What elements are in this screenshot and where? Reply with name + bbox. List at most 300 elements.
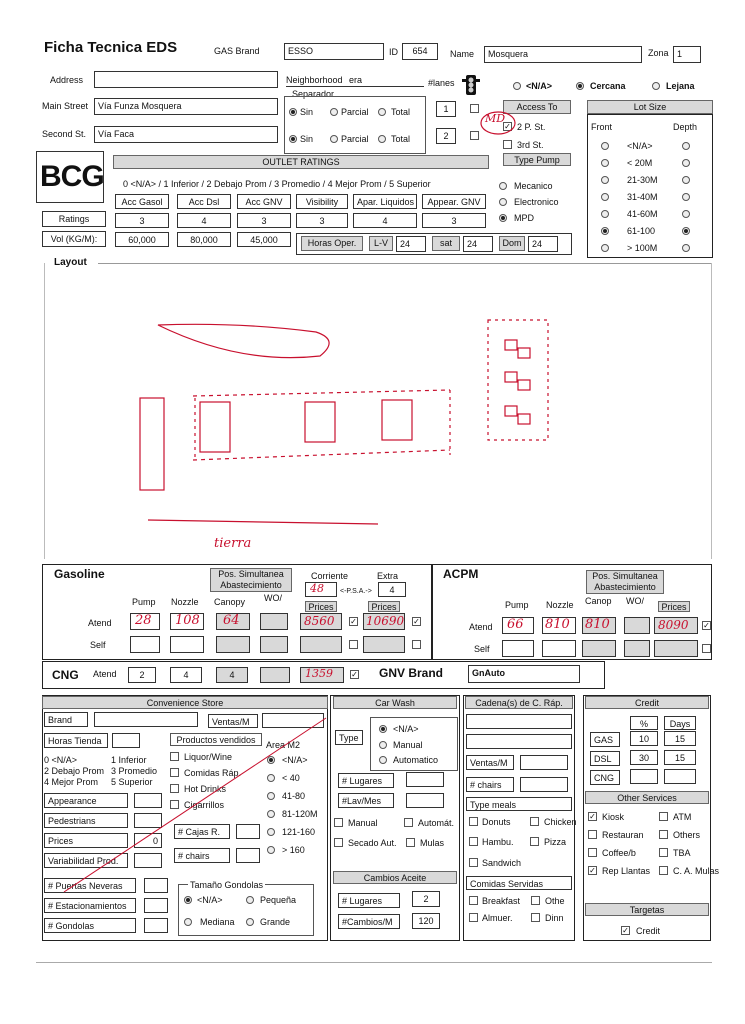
lot-front-radio-6[interactable] bbox=[601, 244, 609, 252]
extra-field[interactable]: 4 bbox=[378, 582, 406, 597]
tamano-mediana-label: Mediana bbox=[200, 917, 235, 927]
lot-depth-label: Depth bbox=[673, 122, 698, 132]
name-field[interactable]: Mosquera bbox=[484, 46, 642, 63]
store-strike-line bbox=[60, 716, 330, 896]
store-scale-1: 1 Inferior bbox=[111, 755, 147, 765]
gnv-brand-field[interactable]: GnAuto bbox=[468, 665, 580, 683]
rating-col-3: Visibility bbox=[296, 194, 348, 209]
store-scale-4: 4 Mejor Prom bbox=[44, 777, 99, 787]
acpm-nozzle-value: 810 bbox=[545, 617, 570, 632]
lanes1-field[interactable]: 1 bbox=[436, 101, 456, 117]
loc-cercana-radio[interactable] bbox=[576, 82, 584, 90]
carwash-type-label: Type bbox=[335, 730, 363, 745]
service-label-1: ATM bbox=[673, 812, 692, 822]
lanes-label: #lanes bbox=[428, 78, 455, 88]
service-check-5[interactable] bbox=[659, 848, 668, 857]
cambios-m-field[interactable]: 120 bbox=[412, 913, 440, 929]
cadena-header: Cadena(s) de C. Ráp. bbox=[465, 696, 573, 709]
credit-cng-days[interactable] bbox=[664, 769, 696, 784]
pump-mpd-radio[interactable] bbox=[499, 214, 507, 222]
acpm-prices-header: Prices bbox=[658, 601, 690, 612]
credit-header: Credit bbox=[585, 696, 709, 709]
second-st-label: Second St. bbox=[42, 129, 87, 139]
loc-cercana-label: Cercana bbox=[590, 81, 626, 91]
gas-pump-field[interactable] bbox=[130, 613, 160, 630]
gas-price1-field[interactable] bbox=[300, 613, 342, 630]
dom-label: Dom bbox=[499, 236, 525, 251]
sep1-parcial-radio[interactable] bbox=[330, 108, 338, 116]
access-3rd-label: 3rd St. bbox=[517, 140, 544, 150]
lot-size-label-2: 21-30M bbox=[627, 175, 658, 185]
served-almuer-check[interactable] bbox=[469, 913, 478, 922]
second-st-field[interactable]: Vía Faca bbox=[94, 126, 278, 143]
lot-front-radio-2[interactable] bbox=[601, 176, 609, 184]
store-header: Convenience Store bbox=[42, 696, 328, 709]
lv-label: L-V bbox=[369, 236, 393, 251]
cng-field-2[interactable]: 4 bbox=[170, 667, 202, 683]
service-label-3: Others bbox=[673, 830, 701, 840]
area-label-4: 121-160 bbox=[282, 827, 316, 837]
carwash-manual-check[interactable] bbox=[334, 818, 343, 827]
layout-note: tierra bbox=[214, 536, 252, 551]
productos-header: Productos vendidos bbox=[170, 733, 262, 746]
rating-value-5[interactable]: 3 bbox=[422, 213, 486, 228]
meal-donuts-check[interactable] bbox=[469, 817, 478, 826]
credit-dsl-pct[interactable]: 30 bbox=[630, 750, 658, 765]
carwash-na-radio[interactable] bbox=[379, 725, 387, 733]
acpm-self-nozzle[interactable] bbox=[542, 640, 576, 657]
rating-col-5: Appear. GNV bbox=[422, 194, 486, 209]
vol-value-2[interactable]: 45,000 bbox=[237, 232, 291, 247]
rating-value-4[interactable]: 4 bbox=[353, 213, 417, 228]
carwash-mulas-check[interactable] bbox=[406, 838, 415, 847]
gas-canopy-value: 64 bbox=[223, 613, 240, 628]
acpm-nozzle-col: Nozzle bbox=[546, 600, 574, 610]
acpm-pos-sim-header: Pos. Simultanea Abastecimiento bbox=[586, 570, 664, 594]
served-other-check[interactable] bbox=[531, 896, 540, 905]
pump-electronico-radio[interactable] bbox=[499, 198, 507, 206]
acpm-atend-label: Atend bbox=[469, 622, 493, 632]
type-meals-label: Type meals bbox=[466, 797, 572, 811]
ratings-label: Ratings bbox=[42, 211, 106, 227]
gas-nozzle-col: Nozzle bbox=[171, 597, 199, 607]
credit-gas-pct[interactable]: 10 bbox=[630, 731, 658, 746]
cadena-field-1[interactable] bbox=[466, 714, 572, 729]
store-scale-3: 3 Promedio bbox=[111, 766, 158, 776]
lot-front-radio-0[interactable] bbox=[601, 142, 609, 150]
cng-title: CNG bbox=[52, 668, 79, 682]
rating-value-0[interactable]: 3 bbox=[115, 213, 169, 228]
meal-pizza-label: Pizza bbox=[544, 837, 567, 847]
lot-size-label-5: 61-100 bbox=[627, 226, 656, 236]
id-field[interactable]: 654 bbox=[402, 43, 438, 60]
carwash-secado-check[interactable] bbox=[334, 838, 343, 847]
area-label-5: > 160 bbox=[282, 845, 305, 855]
meal-pizza-check[interactable] bbox=[530, 837, 539, 846]
gas-price2-checkbox[interactable]: ✓ bbox=[413, 617, 420, 626]
gas-price2-field[interactable] bbox=[363, 613, 405, 630]
footer-rule bbox=[36, 962, 712, 963]
gas-price2-value: 10690 bbox=[366, 614, 405, 628]
lot-front-radio-5[interactable] bbox=[601, 227, 609, 235]
served-almuer-label: Almuer. bbox=[482, 913, 513, 923]
lot-front-radio-1[interactable] bbox=[601, 159, 609, 167]
main-street-field[interactable]: Vía Funza Mosquera bbox=[94, 98, 278, 115]
sep2-parcial-radio[interactable] bbox=[330, 135, 338, 143]
gas-canopy-field[interactable] bbox=[216, 613, 250, 630]
service-label-2: Restauran bbox=[602, 830, 644, 840]
acpm-self-price[interactable] bbox=[654, 640, 698, 657]
neighborhood-label: Neighborhood bbox=[286, 75, 343, 85]
loc-lejana-radio[interactable] bbox=[652, 82, 660, 90]
carwash-autom-check[interactable] bbox=[404, 818, 413, 827]
sep2-sin-radio[interactable] bbox=[289, 135, 297, 143]
credit-dsl-label: DSL bbox=[590, 751, 620, 766]
service-check-3[interactable] bbox=[659, 830, 668, 839]
name-label: Name bbox=[450, 49, 475, 59]
rating-col-2: Acc GNV bbox=[237, 194, 291, 209]
credit-days-header: Days bbox=[664, 716, 696, 730]
carwash-na-label: <N/A> bbox=[393, 724, 419, 734]
store-bottom-label-2: # Gondolas bbox=[44, 918, 136, 933]
carwash-manual-radio[interactable] bbox=[379, 741, 387, 749]
area-label-1: < 40 bbox=[282, 773, 300, 783]
rating-col-1: Acc Dsl bbox=[177, 194, 231, 209]
cambios-lugares-field[interactable]: 2 bbox=[412, 891, 440, 907]
area-label-2: 41-80 bbox=[282, 791, 306, 801]
acpm-wo-field[interactable] bbox=[624, 617, 650, 634]
loc-na-radio[interactable] bbox=[513, 82, 521, 90]
gas-brand-label: GAS Brand bbox=[214, 46, 260, 56]
meal-chicken-label: Chicken bbox=[544, 817, 577, 827]
acpm-wo-col: WO/ bbox=[626, 596, 644, 606]
gas-pump-col: Pump bbox=[132, 597, 156, 607]
separador-group bbox=[284, 96, 426, 154]
layout-left-rule bbox=[44, 263, 45, 559]
lot-front-radio-4[interactable] bbox=[601, 210, 609, 218]
prod-label-0: Liquor/Wine bbox=[184, 752, 233, 762]
cng-price-value: 1359 bbox=[305, 667, 333, 680]
gas-prices-header: Prices bbox=[305, 601, 337, 612]
carwash-lugares-label: # Lugares bbox=[338, 773, 394, 788]
carwash-lav-field[interactable] bbox=[406, 793, 444, 808]
gas-self-wo[interactable] bbox=[260, 636, 288, 653]
sep2-total-radio[interactable] bbox=[378, 135, 386, 143]
area-label-0: <N/A> bbox=[282, 755, 308, 765]
credit-dsl-days[interactable]: 15 bbox=[664, 750, 696, 765]
sep1-parcial-label: Parcial bbox=[341, 107, 369, 117]
acpm-price-checkbox[interactable]: ✓ bbox=[703, 621, 710, 630]
gas-self-canopy[interactable] bbox=[216, 636, 250, 653]
tamano-grande-radio[interactable] bbox=[246, 918, 254, 926]
lot-depth-radio-3[interactable] bbox=[682, 193, 690, 201]
area-label-3: 81-120M bbox=[282, 809, 318, 819]
gas-self-check1[interactable] bbox=[349, 640, 358, 649]
type-pump-header: Type Pump bbox=[503, 153, 571, 166]
lot-depth-radio-4[interactable] bbox=[682, 210, 690, 218]
gas-nozzle-field[interactable] bbox=[170, 613, 204, 630]
store-scale-0: 0 <N/A> bbox=[44, 755, 78, 765]
gas-wo-col: WO/ bbox=[264, 593, 282, 603]
carwash-manual-check-label: Manual bbox=[348, 818, 378, 828]
rating-value-2[interactable]: 3 bbox=[237, 213, 291, 228]
acpm-self-label: Self bbox=[474, 644, 490, 654]
credit-gas-label: GAS bbox=[590, 732, 620, 747]
sep2-total-label: Total bbox=[391, 134, 411, 144]
lot-depth-radio-0[interactable] bbox=[682, 142, 690, 150]
store-bottom-field-1[interactable] bbox=[144, 898, 168, 913]
meal-donuts-label: Donuts bbox=[482, 817, 511, 827]
cng-price-checkbox[interactable]: ✓ bbox=[351, 670, 358, 679]
service-check-4[interactable] bbox=[588, 848, 597, 857]
gas-price1-value: 8560 bbox=[304, 614, 335, 628]
pump-mpd-label: MPD bbox=[514, 213, 534, 223]
store-row-label-2: Prices bbox=[44, 833, 128, 848]
layout-right-rule bbox=[711, 263, 712, 559]
tamano-na-label: <N/A> bbox=[197, 895, 223, 905]
gasoline-title: Gasoline bbox=[54, 567, 105, 581]
meal-hambu-label: Hambu. bbox=[482, 837, 514, 847]
store-row-label-3: Variabilidad Prod. bbox=[44, 853, 128, 868]
layout-title: Layout bbox=[54, 257, 87, 268]
credit-cng-pct[interactable] bbox=[630, 769, 658, 784]
targetas-credit-check[interactable]: ✓ bbox=[622, 926, 629, 935]
layout-sketch bbox=[120, 310, 570, 550]
zona-field[interactable]: 1 bbox=[673, 46, 701, 63]
acpm-price-field[interactable] bbox=[654, 617, 698, 634]
acpm-self-wo[interactable] bbox=[624, 640, 650, 657]
cambios-header: Cambios Aceite bbox=[333, 871, 457, 884]
lot-front-radio-3[interactable] bbox=[601, 193, 609, 201]
served-breakfast-label: Breakfast bbox=[482, 896, 521, 906]
served-other-label: Othe bbox=[545, 896, 565, 906]
cng-atend-label: Atend bbox=[93, 669, 117, 679]
store-bottom-label-1: # Estacionamientos bbox=[44, 898, 136, 913]
tamano-mediana-radio[interactable] bbox=[184, 918, 192, 926]
acpm-pump-value: 66 bbox=[507, 617, 524, 632]
lot-depth-radio-2[interactable] bbox=[682, 176, 690, 184]
store-scale-5: 5 Superior bbox=[111, 777, 153, 787]
carwash-auto-radio[interactable] bbox=[379, 756, 387, 764]
service-check-6[interactable]: ✓ bbox=[589, 866, 596, 875]
horas-label: Horas Oper. bbox=[301, 236, 363, 251]
store-ventas-label: Ventas/M bbox=[208, 714, 258, 728]
gas-atend-label: Atend bbox=[88, 618, 112, 628]
gas-pump-value: 28 bbox=[135, 613, 152, 628]
tamano-grande-label: Grande bbox=[260, 917, 291, 927]
cambios-lugares-label: # Lugares bbox=[338, 893, 400, 908]
carwash-autom-label: Automát. bbox=[418, 818, 455, 828]
acpm-title: ACPM bbox=[443, 567, 479, 581]
service-label-5: TBA bbox=[673, 848, 691, 858]
gas-price1-checkbox[interactable]: ✓ bbox=[350, 617, 357, 626]
prod-label-2: Hot Drinks bbox=[184, 784, 227, 794]
lot-depth-radio-5[interactable] bbox=[682, 227, 690, 235]
lot-size-label-4: 41-60M bbox=[627, 209, 658, 219]
sep1-total-radio[interactable] bbox=[378, 108, 386, 116]
psa-label: <-P.S.A.-> bbox=[340, 588, 372, 595]
carwash-manual-label: Manual bbox=[393, 740, 423, 750]
store-row-label-1: Pedestrians bbox=[44, 813, 128, 828]
lv-field[interactable]: 24 bbox=[396, 236, 426, 252]
sep1-sin-radio[interactable] bbox=[289, 108, 297, 116]
pump-mecanico-radio[interactable] bbox=[499, 182, 507, 190]
meal-chicken-check[interactable] bbox=[530, 817, 539, 826]
neighborhood-underline bbox=[286, 86, 424, 87]
gas-self-label: Self bbox=[90, 640, 106, 650]
acpm-canop-col: Canop bbox=[585, 596, 612, 606]
lanes2-field[interactable]: 2 bbox=[436, 128, 456, 144]
store-bottom-field-2[interactable] bbox=[144, 918, 168, 933]
carwash-auto-label: Automatico bbox=[393, 755, 439, 765]
traffic-light-icon bbox=[461, 73, 481, 97]
other-services-header: Other Services bbox=[585, 791, 709, 804]
served-dinner-label: Dinn bbox=[545, 913, 564, 923]
credit-pct-header: % bbox=[630, 716, 658, 730]
store-row-label-0: Appearance bbox=[44, 793, 128, 808]
neighborhood-value: era bbox=[349, 75, 363, 85]
cambios-m-label: #Cambios/M bbox=[338, 914, 400, 929]
access-handnote: MD bbox=[485, 112, 506, 125]
access-3rd-checkbox[interactable] bbox=[503, 140, 512, 149]
gas-self-pump[interactable] bbox=[130, 636, 160, 653]
gas-brand-field[interactable]: ESSO bbox=[284, 43, 384, 60]
gas-nozzle-value: 108 bbox=[175, 613, 200, 628]
cadena-ventas-field[interactable] bbox=[520, 755, 568, 770]
targetas-header: Targetas bbox=[585, 903, 709, 916]
service-label-4: Coffee/b bbox=[602, 848, 636, 858]
ratings-scale: 0 <N/A> / 1 Inferior / 2 Debajo Prom / 3 Promedio / 4 Mejor Prom / 5 Superior bbox=[123, 179, 431, 189]
gas-self-price1[interactable] bbox=[300, 636, 342, 653]
rating-col-0: Acc Gasol bbox=[115, 194, 169, 209]
rating-value-3[interactable]: 3 bbox=[296, 213, 348, 228]
dom-field[interactable]: 24 bbox=[528, 236, 558, 252]
sep2-sin-label: Sin bbox=[300, 134, 314, 144]
served-breakfast-check[interactable] bbox=[469, 896, 478, 905]
address-label: Address bbox=[50, 75, 84, 85]
store-bottom-label-0: # Puertas Neveras bbox=[44, 878, 136, 893]
access-2p-checkbox[interactable]: ✓ bbox=[504, 122, 511, 131]
service-label-0: Kiosk bbox=[602, 812, 625, 822]
cadena-chairs-field[interactable] bbox=[520, 777, 568, 792]
gas-pos-sim-header: Pos. Simultanea Abastecimiento bbox=[210, 568, 292, 592]
extra-label: Extra bbox=[377, 571, 399, 581]
address-field[interactable] bbox=[94, 71, 278, 88]
carwash-header: Car Wash bbox=[333, 696, 457, 709]
lot-size-label-6: > 100M bbox=[627, 243, 658, 253]
service-check-2[interactable] bbox=[588, 830, 597, 839]
gas-prices-header-2: Prices bbox=[368, 601, 400, 612]
sep2-parcial-label: Parcial bbox=[341, 134, 369, 144]
gas-wo-field[interactable] bbox=[260, 613, 288, 630]
cng-field-3[interactable]: 4 bbox=[216, 667, 248, 683]
service-check-7[interactable] bbox=[659, 866, 668, 875]
tamano-pequena-label: Pequeña bbox=[260, 895, 297, 905]
acpm-self-pump[interactable] bbox=[502, 640, 534, 657]
store-chairs-label: # chairs bbox=[174, 848, 230, 863]
meal-sandwich-check[interactable] bbox=[469, 858, 478, 867]
meal-hambu-check[interactable] bbox=[469, 837, 478, 846]
bcg-logo-text: BCG bbox=[40, 160, 104, 193]
bcg-logo bbox=[36, 151, 104, 203]
corriente-field[interactable] bbox=[305, 582, 337, 597]
vol-value-0[interactable]: 60,000 bbox=[115, 232, 169, 247]
gas-self-price2[interactable] bbox=[363, 636, 405, 653]
acpm-pump-col: Pump bbox=[505, 600, 529, 610]
zona-label: Zona bbox=[648, 48, 669, 58]
pump-mecanico-label: Mecanico bbox=[514, 181, 553, 191]
prod-label-1: Comidas Ráp. bbox=[184, 768, 242, 778]
lot-size-label-0: <N/A> bbox=[627, 141, 653, 151]
acpm-self-check[interactable] bbox=[702, 644, 711, 653]
rating-col-4: Apar. Liquidos bbox=[353, 194, 417, 209]
acpm-canop-value: 810 bbox=[585, 617, 610, 632]
gas-canopy-col: Canopy bbox=[214, 597, 246, 607]
rating-value-1[interactable]: 4 bbox=[177, 213, 231, 228]
cadena-field-2[interactable] bbox=[466, 734, 572, 749]
area-label: Area M2 bbox=[266, 740, 301, 750]
tamano-label: Tamaño Gondolas bbox=[190, 880, 264, 890]
service-label-7: C. A. Mulas bbox=[673, 866, 720, 876]
carwash-lugares-field[interactable] bbox=[406, 772, 444, 787]
carwash-lav-label: #Lav/Mes bbox=[338, 793, 394, 808]
targetas-credit-label: Credit bbox=[636, 926, 661, 936]
carwash-secado-label: Secado Aut. bbox=[348, 838, 397, 848]
sat-label: sat bbox=[432, 236, 460, 251]
corriente-value: 48 bbox=[310, 582, 324, 595]
acpm-pump-field[interactable] bbox=[502, 617, 534, 634]
acpm-canop-field[interactable] bbox=[582, 617, 616, 634]
tamano-pequena-radio[interactable] bbox=[246, 896, 254, 904]
prod-label-3: Cigarrillos bbox=[184, 800, 225, 810]
cng-price-field[interactable] bbox=[300, 667, 344, 683]
cajas-label: # Cajas R. bbox=[174, 824, 230, 839]
lot-depth-radio-1[interactable] bbox=[682, 159, 690, 167]
tamano-na-radio[interactable] bbox=[184, 896, 192, 904]
lot-depth-radio-6[interactable] bbox=[682, 244, 690, 252]
service-check-1[interactable] bbox=[659, 812, 668, 821]
served-dinner-check[interactable] bbox=[531, 913, 540, 922]
handwritten-circle bbox=[478, 108, 518, 138]
credit-gas-days[interactable]: 15 bbox=[664, 731, 696, 746]
lot-size-label-3: 31-40M bbox=[627, 192, 658, 202]
carwash-mulas-label: Mulas bbox=[420, 838, 445, 848]
cng-field-1[interactable]: 2 bbox=[128, 667, 156, 683]
acpm-price-value: 8090 bbox=[658, 618, 689, 632]
vol-label: Vol (KG/M): bbox=[42, 231, 106, 247]
service-check-0[interactable]: ✓ bbox=[589, 812, 596, 821]
sat-field[interactable]: 24 bbox=[463, 236, 493, 252]
corriente-label: Corriente bbox=[311, 571, 349, 581]
page-title: Ficha Tecnica EDS bbox=[44, 39, 178, 56]
acpm-nozzle-field[interactable] bbox=[542, 617, 576, 634]
store-scale-2: 2 Debajo Prom bbox=[44, 766, 105, 776]
gas-self-nozzle[interactable] bbox=[170, 636, 204, 653]
store-row-field-2[interactable]: 0 bbox=[134, 833, 162, 848]
lot-size-header: Lot Size bbox=[587, 100, 713, 114]
comidas-label: Comidas Servidas bbox=[466, 876, 572, 890]
access-2p-label: 2 P. St. bbox=[517, 122, 546, 132]
gas-self-check2[interactable] bbox=[412, 640, 421, 649]
store-brand-label: Brand bbox=[44, 712, 88, 727]
cng-field-4[interactable] bbox=[260, 667, 290, 683]
lot-front-label: Front bbox=[591, 122, 613, 132]
vol-value-1[interactable]: 80,000 bbox=[177, 232, 231, 247]
cadena-chairs-label: # chairs bbox=[466, 777, 514, 792]
acpm-self-canop[interactable] bbox=[582, 640, 616, 657]
sep1-total-label: Total bbox=[391, 107, 411, 117]
lot-size-label-1: < 20M bbox=[627, 158, 653, 168]
